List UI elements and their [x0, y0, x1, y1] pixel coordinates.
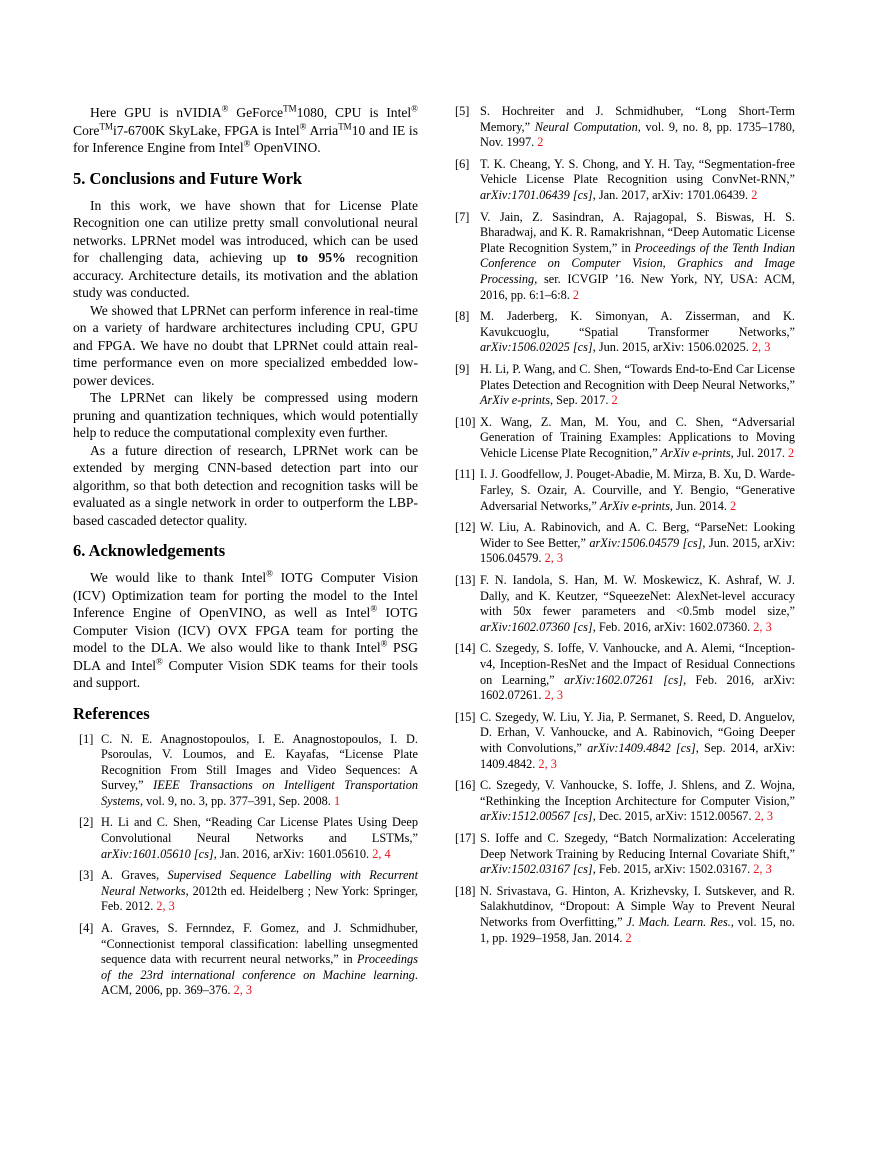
reference-number: [13]	[455, 573, 476, 588]
backref-links[interactable]: 2, 3	[753, 619, 772, 634]
reference-text: S. Ioffe and C. Szegedy, “Batch Normalization: Accelerating Deep Network Training by Reducing Internal Covariate Shift,” arXiv:1502.03167 [cs], Feb. 2015, arXiv: 1502.03167. 2, 3	[480, 830, 795, 877]
reference-number: [16]	[455, 778, 476, 793]
reference-text: A. Graves, S. Fernndez, F. Gomez, and J. Schmidhuber, “Connectionist temporal classification: labelling unsegmented sequence data with recurrent neural networks,” in Proceedings of the 23rd international conference on Machine learning. ACM, 2006, pp. 369–376. 2, 3	[101, 921, 418, 998]
references-list-left	[73, 732, 418, 1000]
reference-number: [1]	[79, 731, 94, 746]
backref-links[interactable]: 2	[572, 287, 580, 302]
references-list-right	[455, 104, 795, 946]
backref-links[interactable]: 2, 3	[156, 899, 175, 914]
reference-number: [5]	[455, 104, 470, 118]
reference-item	[455, 309, 795, 356]
reference-item	[455, 362, 795, 409]
reference-text: V. Jain, Z. Sasindran, A. Rajagopal, S. Biswas, H. S. Bharadwaj, and K. R. Ramakrishnan, “Deep Automatic License Plate Recognition System,” in Proceedings of the Tenth Indian Conference on Computer Vision, Graphics and Image Processing, ser. ICVGIP ’16. New York, NY, USA: ACM, 2016, pp. 6:1–6:8. 2	[480, 209, 795, 302]
reference-text: C. Szegedy, W. Liu, Y. Jia, P. Sermanet, S. Reed, D. Anguelov, D. Erhan, V. Vanhoucke, and A. Rabinovich, “Going Deeper with Convolutions,” arXiv:1409.4842 [cs], Sep. 2014, arXiv: 1409.4842. 2, 3	[480, 709, 795, 771]
section-6-heading: 6. Acknowledgements	[73, 541, 226, 560]
reference-number: [14]	[455, 641, 476, 656]
reference-number: [4]	[79, 921, 94, 936]
reference-text: I. J. Goodfellow, J. Pouget-Abadie, M. Mirza, B. Xu, D. Warde-Farley, S. Ozair, A. Courville, and Y. Bengio, “Generative Adversarial Networks,” ArXiv e-prints, Jun. 2014. 2	[480, 467, 795, 513]
reference-item	[455, 157, 795, 204]
reference-number: [10]	[455, 414, 476, 429]
section-5-heading: 5. Conclusions and Future Work	[73, 168, 303, 188]
section-5-paragraph-2: We showed that LPRNet can perform inference in real-time on a variety of hardware architectures including CPU, GPU and FPGA. We have no doubt that LPRNet could attain real-time performance even on more specialized embedded low-power devices.	[73, 302, 418, 388]
reference-text: H. Li and C. Shen, “Reading Car License Plates Using Deep Convolutional Neural Networks and LSTMs,” arXiv:1601.05610 [cs], Jan. 2016, arXiv: 1601.05610. 2, 4	[101, 815, 418, 861]
reference-number: [12]	[455, 520, 476, 535]
reference-item	[455, 520, 795, 567]
backref-links[interactable]: 2, 3	[754, 809, 774, 824]
reference-number: [9]	[455, 361, 470, 376]
references-heading: References	[73, 703, 150, 723]
reference-text: C. Szegedy, V. Vanhoucke, S. Ioffe, J. Shlens, and Z. Wojna, “Rethinking the Inception Architecture for Computer Vision,” arXiv:1512.00567 [cs], Dec. 2015, arXiv: 1512.00567. 2, 3	[480, 778, 795, 824]
reference-item	[73, 868, 418, 915]
acknowledgements-paragraph: We would like to thank Intel® IOTG Computer Vision (ICV) Optimization team for porting the model to the Intel Inference Engine of OpenVINO, as well as Intel® IOTG Computer Vision (ICV) OVX FPGA team for porting the model to the DLA. We also would like to thank Intel® PSG DLA and Intel® Computer Vision SDK teams for their tools and support.	[73, 568, 418, 690]
reference-text: A. Graves, Supervised Sequence Labelling with Recurrent Neural Networks, 2012th ed. Heidelberg ; New York: Springer, Feb. 2012. 2, 3	[101, 868, 418, 914]
backref-links[interactable]: 2	[751, 187, 758, 202]
backref-links[interactable]: 2, 3	[544, 688, 564, 703]
reference-text: C. N. E. Anagnostopoulos, I. E. Anagnostopoulos, I. D. Psoroulas, V. Loumos, and E. Kayafas, “License Plate Recognition From Still Images and Video Sequences: A Survey,” IEEE Transactions on Intelligent Transportation Systems, vol. 9, no. 3, pp. 377–391, Sep. 2008. 1	[101, 731, 418, 808]
section-5-paragraph-3: The LPRNet can likely be compressed using modern pruning and quantization techniques, which would potentially help to reduce the computational complexity even further.	[73, 390, 418, 440]
left-column	[73, 104, 418, 1005]
reference-text: X. Wang, Z. Man, M. You, and C. Shen, “Adversarial Generation of Training Examples: Applications to Moving Vehicle License Plate Recognition,” ArXiv e-prints, Jul. 2017. 2	[480, 414, 795, 460]
reference-item	[455, 467, 795, 514]
section-5-paragraph-1: In this work, we have shown that for License Plate Recognition one can utilize pretty small convolutional neural networks. LPRNet model was introduced, which can be used for challenging data, achieving up to 95% recognition accuracy. Architecture details, its motivation and the ablation study was conducted.	[73, 197, 418, 300]
reference-number: [3]	[79, 868, 94, 883]
backref-links[interactable]: 2	[625, 930, 632, 945]
reference-text: W. Liu, A. Rabinovich, and A. C. Berg, “ParseNet: Looking Wider to See Better,” arXiv:1506.04579 [cs], Jun. 2015, arXiv: 1506.04579. 2, 3	[480, 520, 796, 566]
reference-item	[455, 104, 795, 151]
reference-item	[455, 573, 795, 635]
backref-links[interactable]: 2, 3	[753, 862, 772, 877]
backref-links[interactable]: 2	[611, 393, 618, 408]
reference-item	[455, 831, 795, 878]
reference-item	[73, 815, 418, 862]
reference-text: M. Jaderberg, K. Simonyan, A. Zisserman, and K. Kavukcuoglu, “Spatial Transformer Networks,” arXiv:1506.02025 [cs], Jun. 2015, arXiv: 1506.02025. 2, 3	[480, 309, 795, 355]
backref-links[interactable]: 2	[730, 498, 737, 513]
backref-links[interactable]: 2, 4	[372, 846, 391, 861]
intro-paragraph: Here GPU is nVIDIA® GeForce™1080, CPU is Intel® Core™i7-6700K SkyLake, FPGA is Intel® Arria™10 and IE is for Inference Engine from Intel® OpenVINO.	[73, 103, 419, 155]
reference-item	[455, 778, 795, 825]
section-5-paragraph-4: As a future direction of research, LPRNet work can be extended by merging CNN-based detection part into our algorithm, so that both detection and recognition tasks will be evaluated as a single network in order to outperform the LBP-based cascaded detector quality.	[73, 442, 418, 528]
backref-links[interactable]: 1	[333, 793, 341, 808]
reference-text: S. Hochreiter and J. Schmidhuber, “Long Short-Term Memory,” Neural Computation, vol. 9, no. 8, pp. 1735–1780, Nov. 1997. 2	[480, 104, 795, 150]
reference-item	[455, 210, 795, 304]
backref-links[interactable]: 2	[788, 445, 795, 460]
reference-text: F. N. Iandola, S. Han, M. W. Moskewicz, K. Ashraf, W. J. Dally, and K. Keutzer, “SqueezeNet: AlexNet-level accuracy with 50x fewer parameters and <0.5mb model size,” arXiv:1602.07360 [cs], Feb. 2016, arXiv: 1602.07360. 2, 3	[480, 573, 795, 634]
reference-number: [17]	[455, 830, 476, 845]
reference-item	[455, 641, 795, 703]
reference-text: T. K. Cheang, Y. S. Chong, and Y. H. Tay, “Segmentation-free Vehicle License Plate Recognition using ConvNet-RNN,” arXiv:1701.06439 [cs], Jan. 2017, arXiv: 1701.06439. 2	[480, 156, 795, 202]
reference-text: C. Szegedy, S. Ioffe, V. Vanhoucke, and A. Alemi, “Inception-v4, Inception-ResNet and the Impact of Residual Connections on Learning,” arXiv:1602.07261 [cs], Feb. 2016, arXiv: 1602.07261. 2, 3	[480, 641, 795, 703]
reference-item	[455, 884, 795, 946]
reference-number: [7]	[455, 209, 470, 224]
reference-text: H. Li, P. Wang, and C. Shen, “Towards End-to-End Car License Plates Detection and Recognition with Deep Neural Networks,” ArXiv e-prints, Sep. 2017. 2	[480, 361, 795, 408]
reference-number: [15]	[455, 709, 476, 724]
reference-number: [6]	[455, 156, 470, 171]
reference-number: [11]	[455, 467, 476, 482]
right-column	[455, 104, 795, 952]
backref-links[interactable]: 2, 3	[751, 340, 771, 355]
backref-links[interactable]: 2	[537, 135, 544, 150]
reference-text: N. Srivastava, G. Hinton, A. Krizhevsky, I. Sutskever, and R. Salakhutdinov, “Dropout: A Simple Way to Prevent Neural Networks from Overfitting,” J. Mach. Learn. Res., vol. 15, no. 1, pp. 1929–1958, Jan. 2014. 2	[480, 883, 795, 945]
reference-item	[455, 415, 795, 462]
backref-links[interactable]: 2, 3	[538, 756, 557, 771]
reference-number: [18]	[455, 883, 476, 898]
reference-item	[73, 732, 418, 810]
reference-number: [8]	[455, 309, 470, 324]
backref-links[interactable]: 2, 3	[233, 983, 252, 998]
backref-links[interactable]: 2, 3	[544, 551, 564, 566]
reference-number: [2]	[79, 815, 94, 830]
reference-item	[455, 710, 795, 772]
reference-item	[73, 921, 418, 999]
